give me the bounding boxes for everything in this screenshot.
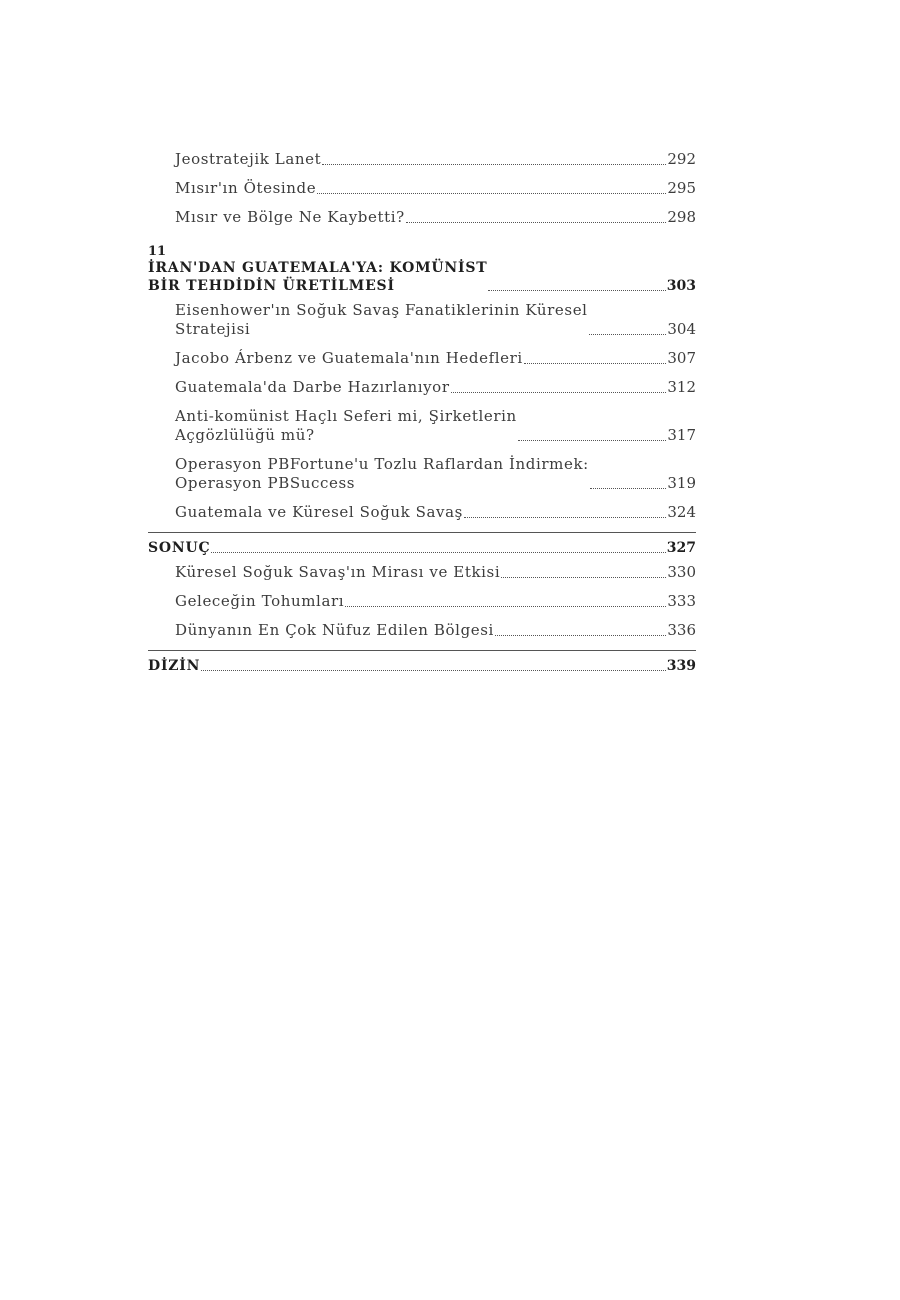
chapter-page: 303 [666,278,696,294]
dot-leader [488,290,665,291]
dot-leader [589,334,667,335]
chapter-title: İRAN'DAN GUATEMALA'YA: KOMÜNİST BİR TEHDİDİN ÜRETİLMESİ [148,260,488,294]
toc-entry-label: Jeostratejik Lanet [175,150,322,168]
toc-entry-page: 333 [667,592,696,610]
toc-entry-page: 319 [667,474,696,492]
dot-leader [201,670,666,671]
dot-leader [345,606,666,607]
toc-entry-label: Anti-komünist Haçlı Seferi mi, Şirketlerin Açgözlülüğü mü? [175,407,517,444]
dot-leader [590,488,667,489]
toc-entry-label: Guatemala'da Darbe Hazırlanıyor [175,378,450,396]
table-of-contents [148,150,696,681]
toc-entry-page: 336 [667,621,696,639]
chapter-number: 11 [148,244,167,259]
toc-entry-label: Küresel Soğuk Savaş'ın Mirası ve Etkisi [175,563,501,581]
chapter-title: SONUÇ [148,540,211,556]
toc-entry[interactable] [148,407,696,445]
dot-leader [406,222,667,223]
toc-entry-label: Geleceğin Tohumları [175,592,345,610]
toc-entry-label: Jacobo Árbenz ve Guatemala'nın Hedefleri [175,349,523,367]
toc-entry-page: 292 [667,150,696,168]
dot-leader [501,577,666,578]
toc-chapter-entry[interactable] [148,657,696,675]
toc-entry-page: 312 [667,378,696,396]
toc-entry-page: 317 [667,426,696,444]
dot-leader [464,517,666,518]
toc-entry[interactable] [148,208,696,227]
toc-entry-page: 298 [667,208,696,226]
dot-leader [495,635,666,636]
toc-entry-page: 324 [667,503,696,521]
toc-chapter-entry[interactable] [148,539,696,557]
section-divider [148,650,696,651]
chapter-title: DİZİN [148,658,201,674]
toc-entry[interactable] [148,563,696,582]
toc-entry-page: 304 [667,320,696,338]
toc-entry[interactable] [148,455,696,493]
chapter-page: 327 [666,540,696,556]
toc-entry-page: 295 [667,179,696,197]
toc-entry[interactable] [148,503,696,522]
dot-leader [322,164,666,165]
toc-entry[interactable] [148,621,696,640]
toc-chapter-entry[interactable] [148,259,696,295]
toc-entry-label: Eisenhower'ın Soğuk Savaş Fanatiklerinin Küresel Stratejisi [175,301,588,338]
dot-leader [518,440,667,441]
toc-entry-label: Dünyanın En Çok Nüfuz Edilen Bölgesi [175,621,494,639]
dot-leader [211,552,665,553]
toc-entry[interactable] [148,179,696,198]
toc-entry[interactable] [148,349,696,368]
toc-entry-label: Mısır'ın Ötesinde [175,179,317,197]
dot-leader [524,363,667,364]
toc-entry-label: Operasyon PBFortune'u Tozlu Raflardan İndirmek: Operasyon PBSuccess [175,455,589,492]
toc-entry-page: 307 [667,349,696,367]
toc-entry-page: 330 [667,563,696,581]
chapter-page: 339 [666,658,696,674]
toc-entry-label: Mısır ve Bölge Ne Kaybetti? [175,208,405,226]
section-divider [148,532,696,533]
toc-entry[interactable] [148,301,696,339]
toc-entry[interactable] [148,592,696,611]
dot-leader [317,193,666,194]
toc-entry-label: Guatemala ve Küresel Soğuk Savaş [175,503,463,521]
dot-leader [451,392,667,393]
toc-entry[interactable] [148,150,696,169]
toc-entry[interactable] [148,378,696,397]
